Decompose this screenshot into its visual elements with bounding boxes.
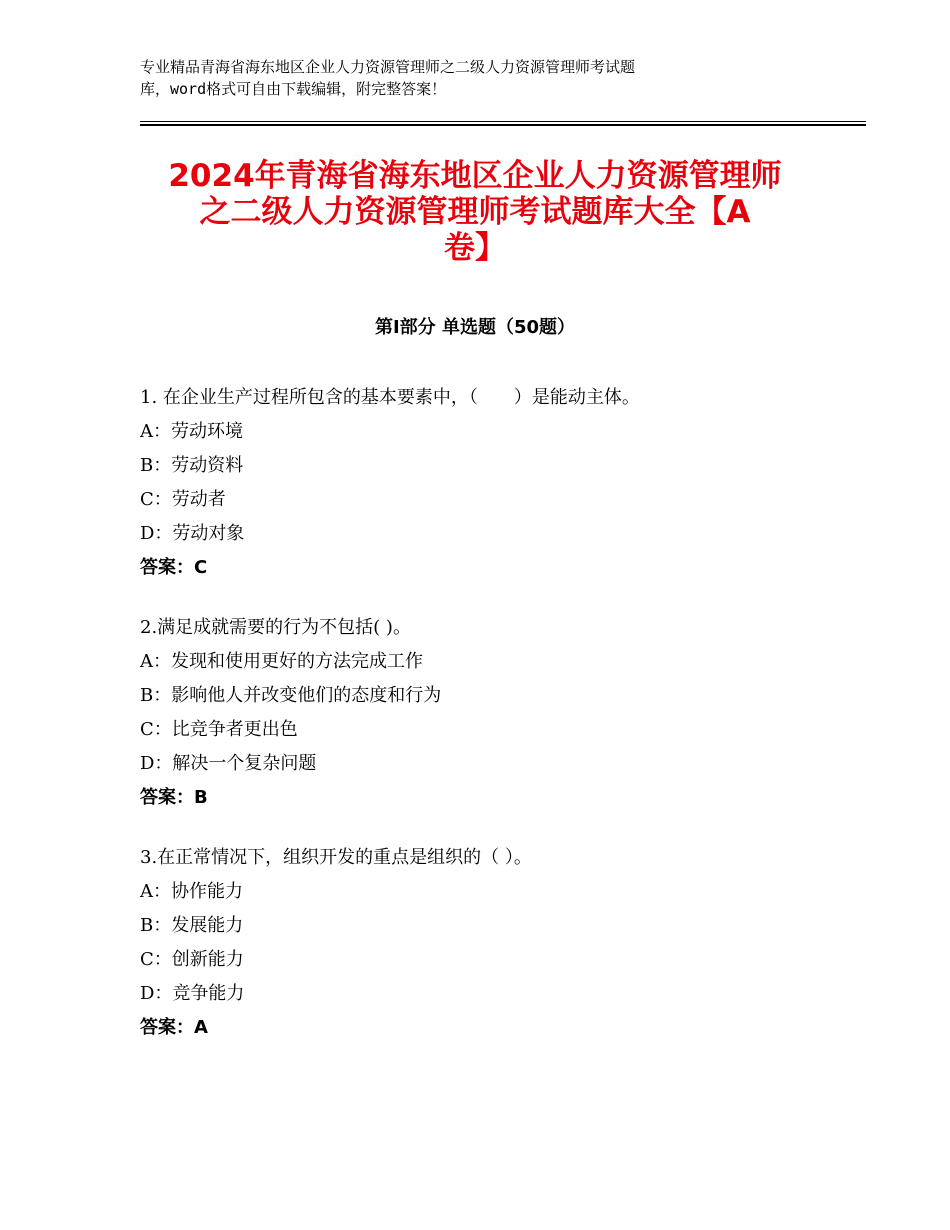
answer: 答案：C (140, 557, 208, 578)
option-c: C：劳动者 (140, 489, 226, 510)
option-c: C：创新能力 (140, 949, 244, 970)
title-line-2: 之二级人力资源管理师考试题库大全【A (199, 194, 751, 230)
document-title (135, 158, 815, 266)
option-c: C：比竞争者更出色 (140, 719, 298, 740)
document-header-note (140, 56, 780, 100)
option-a: A：劳动环境 (140, 421, 243, 442)
section-heading: 第Ⅰ部分 单选题（50题） (374, 317, 575, 338)
answer: 答案：B (140, 787, 208, 808)
question-1 (140, 381, 860, 585)
question-stem: 3.在正常情况下，组织开发的重点是组织的（ ）。 (140, 847, 532, 868)
question-list (140, 381, 860, 1071)
header-line-2: 库，word格式可自由下载编辑，附完整答案！ (140, 80, 447, 98)
option-b: B：劳动资料 (140, 455, 244, 476)
option-b: B：影响他人并改变他们的态度和行为 (140, 685, 442, 706)
header-divider-thin (140, 121, 866, 122)
title-line-3: 卷】 (444, 230, 506, 266)
title-line-1: 2024年青海省海东地区企业人力资源管理师 (168, 158, 782, 194)
answer: 答案：A (140, 1017, 208, 1038)
question-stem: 1. 在企业生产过程所包含的基本要素中，（ ）是能动主体。 (140, 387, 640, 408)
option-a: A：协作能力 (140, 881, 243, 902)
question-3 (140, 841, 860, 1045)
option-d: D：竞争能力 (140, 983, 245, 1004)
header-line-1: 专业精品青海省海东地区企业人力资源管理师之二级人力资源管理师考试题 (140, 58, 636, 76)
question-2 (140, 611, 860, 815)
header-divider-thick (140, 124, 866, 126)
option-b: B：发展能力 (140, 915, 244, 936)
option-d: D：劳动对象 (140, 523, 245, 544)
question-stem: 2.满足成就需要的行为不包括( )。 (140, 617, 411, 638)
option-a: A：发现和使用更好的方法完成工作 (140, 651, 423, 672)
option-d: D：解决一个复杂问题 (140, 753, 317, 774)
